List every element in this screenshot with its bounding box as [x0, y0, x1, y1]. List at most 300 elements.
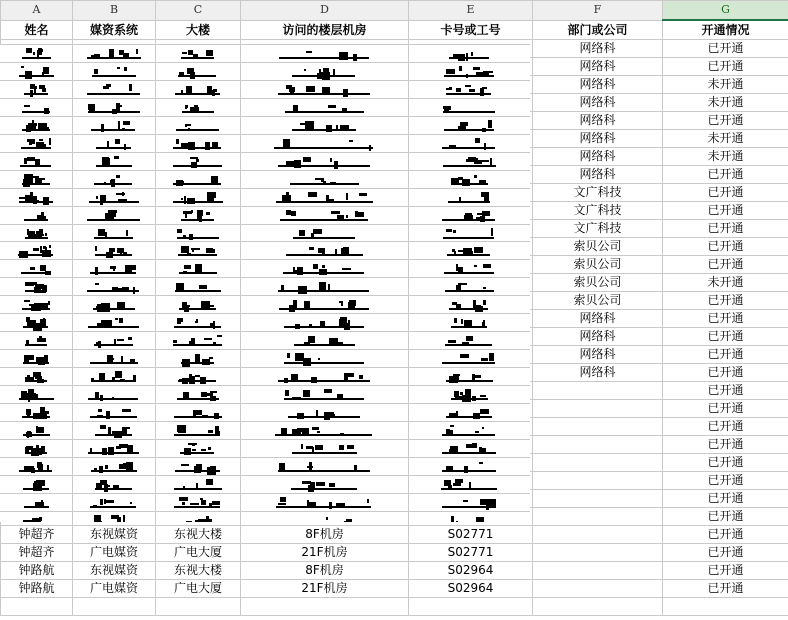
redaction-mark: [22, 416, 50, 418]
cell-card-id[interactable]: S02964: [409, 562, 533, 580]
redaction-mark: [446, 380, 493, 382]
redaction-mark: [173, 183, 221, 185]
cell-department[interactable]: [533, 508, 663, 526]
redaction-mark: [292, 452, 357, 454]
cell-building[interactable]: [156, 598, 241, 616]
cell-floor-room[interactable]: [241, 598, 409, 616]
cell-status[interactable]: 已开通: [663, 166, 788, 184]
cell-name[interactable]: 钟超齐: [1, 526, 73, 544]
redaction-mark: [473, 67, 480, 70]
redaction-mark: [187, 305, 190, 307]
redaction-mark: [460, 354, 469, 358]
redaction-mark: [95, 254, 132, 256]
redaction-mark: [450, 425, 454, 427]
redaction-mark: [454, 318, 457, 323]
redaction-mark: [181, 464, 189, 466]
redaction-mark: [176, 129, 219, 131]
cell-media-system[interactable]: 东视媒资: [73, 562, 156, 580]
redaction-mark: [108, 358, 114, 360]
redaction-mark: [129, 84, 132, 91]
cell-status[interactable]: 已开通: [663, 400, 788, 418]
redaction-mark: [30, 393, 36, 397]
redaction-mark: [444, 129, 494, 131]
redaction-mark: [276, 201, 373, 203]
redaction-mark: [182, 502, 185, 505]
cell-status[interactable]: 已开通: [663, 112, 788, 130]
cell-building[interactable]: 东视大楼: [156, 526, 241, 544]
redaction-mark: [205, 305, 214, 307]
cell-status[interactable]: 未开通: [663, 148, 788, 166]
cell-status[interactable]: 已开通: [663, 184, 788, 202]
redaction-mark: [88, 398, 138, 400]
redaction-mark: [95, 434, 132, 436]
redaction-mark: [19, 75, 54, 77]
cell-department[interactable]: [533, 490, 663, 508]
redaction-mark: [105, 465, 108, 469]
redaction-mark: [286, 192, 289, 198]
cell-department[interactable]: [533, 418, 663, 436]
redaction-mark: [308, 192, 317, 197]
redaction-mark: [174, 434, 220, 436]
cell-department[interactable]: 网络科: [533, 76, 663, 94]
redaction-mark: [48, 301, 50, 305]
redaction-mark: [178, 75, 216, 77]
redaction-mark: [480, 395, 486, 397]
redaction-mark: [446, 88, 451, 90]
redaction-mark: [122, 427, 127, 434]
cell-department[interactable]: 文广科技: [533, 184, 663, 202]
redaction-mark: [22, 111, 50, 113]
redaction-mark: [359, 375, 363, 379]
redaction-mark: [25, 290, 47, 292]
column-header-d[interactable]: D: [241, 1, 409, 21]
cell-department[interactable]: [533, 598, 663, 616]
cell-status[interactable]: 已开通: [663, 40, 788, 58]
redaction-mark: [19, 197, 26, 199]
redaction-mark: [201, 392, 207, 397]
redaction-mark: [49, 138, 51, 145]
redaction-mark: [459, 66, 462, 71]
redaction-mark: [443, 165, 496, 167]
redaction-mark: [22, 129, 50, 131]
redaction-mark: [91, 129, 135, 131]
redaction-mark: [285, 111, 364, 113]
redaction-mark: [355, 211, 358, 213]
cell-building[interactable]: 广电大厦: [156, 544, 241, 562]
cell-status[interactable]: 未开通: [663, 76, 788, 94]
redaction-mark: [279, 57, 369, 59]
cell-media-system[interactable]: 广电媒资: [73, 580, 156, 598]
redaction-mark: [173, 201, 223, 203]
cell-department[interactable]: 网络科: [533, 130, 663, 148]
redaction-mark: [87, 290, 139, 292]
header-card-id[interactable]: 卡号或工号: [409, 20, 533, 40]
redaction-mark: [286, 254, 363, 256]
cell-status[interactable]: [663, 598, 788, 616]
redaction-mark: [177, 237, 219, 239]
redaction-mark: [487, 499, 496, 506]
redaction-mark: [126, 230, 128, 236]
redaction-mark: [482, 427, 484, 429]
redaction-mark: [117, 67, 120, 69]
redaction-mark: [185, 124, 191, 126]
cell-department[interactable]: [533, 436, 663, 454]
redaction-mark: [287, 353, 290, 358]
redaction-mark: [25, 452, 47, 454]
redaction-mark: [326, 517, 328, 520]
cell-status[interactable]: 未开通: [663, 274, 788, 292]
redaction-mark: [23, 362, 49, 364]
redaction-mark: [44, 355, 48, 360]
redaction-mark: [40, 265, 46, 271]
redaction-mark: [176, 283, 184, 290]
redaction-mark: [215, 426, 219, 434]
cell-status[interactable]: 已开通: [663, 508, 788, 526]
cell-floor-room[interactable]: 21F机房: [241, 580, 409, 598]
redaction-mark: [124, 67, 127, 71]
cell-department[interactable]: 网络科: [533, 112, 663, 130]
cell-department[interactable]: 网络科: [533, 364, 663, 382]
redaction-mark: [456, 88, 461, 92]
cell-department[interactable]: 网络科: [533, 346, 663, 364]
redaction-mark: [342, 268, 351, 270]
redaction-mark: [21, 66, 24, 68]
redaction-mark: [173, 165, 222, 167]
redaction-mark: [306, 51, 312, 53]
redaction-mark: [179, 272, 217, 274]
redaction-mark: [283, 139, 290, 147]
redaction-mark: [181, 57, 214, 59]
redaction-mark: [24, 105, 30, 107]
redaction-mark: [192, 250, 194, 252]
redaction-mark: [278, 470, 370, 472]
redaction-mark: [347, 445, 354, 449]
redaction-mark: [117, 339, 124, 341]
redaction-mark: [19, 398, 54, 400]
cell-status[interactable]: 已开通: [663, 310, 788, 328]
redaction-mark: [95, 283, 99, 285]
redaction-mark: [90, 416, 137, 418]
redaction-mark: [483, 264, 491, 268]
redaction-mark: [303, 157, 311, 162]
cell-department[interactable]: [533, 544, 663, 562]
cell-status[interactable]: 已开通: [663, 220, 788, 238]
column-header-g[interactable]: G: [663, 1, 788, 21]
redaction-mark: [23, 434, 50, 436]
redaction-mark: [33, 52, 35, 55]
cell-department[interactable]: 网络科: [533, 58, 663, 76]
redaction-mark: [26, 317, 30, 322]
header-name[interactable]: 姓名: [1, 20, 73, 40]
table-row: [1, 544, 788, 562]
cell-department[interactable]: [533, 562, 663, 580]
cell-status[interactable]: 已开通: [663, 202, 788, 220]
cell-status[interactable]: 已开通: [663, 490, 788, 508]
redaction-mark: [301, 444, 303, 449]
redaction-mark: [275, 434, 372, 436]
redaction-mark: [217, 335, 222, 337]
redaction-mark: [284, 398, 364, 400]
cell-department[interactable]: [533, 382, 663, 400]
redaction-mark: [465, 85, 471, 87]
redaction-mark: [443, 237, 494, 239]
cell-status[interactable]: 未开通: [663, 130, 788, 148]
redaction-mark: [278, 165, 370, 167]
redaction-mark: [136, 49, 138, 54]
redaction-mark: [292, 75, 355, 77]
redaction-mark: [199, 285, 207, 289]
cell-status[interactable]: 已开通: [663, 328, 788, 346]
redaction-mark: [449, 57, 489, 59]
cell-floor-room[interactable]: 8F机房: [241, 526, 409, 544]
cell-status[interactable]: 已开通: [663, 580, 788, 598]
redaction-mark: [181, 362, 214, 364]
redaction-mark: [22, 57, 51, 59]
redaction-mark: [206, 50, 213, 56]
cell-department[interactable]: 网络科: [533, 328, 663, 346]
redaction-mark: [96, 147, 131, 149]
cell-status[interactable]: 已开通: [663, 562, 788, 580]
redaction-mark: [25, 237, 48, 239]
cell-department[interactable]: 文广科技: [533, 202, 663, 220]
column-header-e[interactable]: E: [409, 1, 533, 21]
redaction-mark: [25, 380, 47, 382]
redaction-mark: [466, 336, 473, 341]
cell-building[interactable]: 广电大厦: [156, 580, 241, 598]
cell-media-system[interactable]: [73, 598, 156, 616]
redaction-mark: [180, 452, 214, 454]
redaction-mark: [116, 175, 120, 178]
cell-department[interactable]: 索贝公司: [533, 238, 663, 256]
redaction-mark: [18, 254, 53, 256]
redaction-mark: [178, 380, 216, 382]
redaction-mark: [458, 250, 463, 252]
cell-department[interactable]: 索贝公司: [533, 256, 663, 274]
redaction-mark: [278, 290, 369, 292]
redaction-mark: [453, 230, 456, 233]
redaction-mark: [290, 183, 359, 185]
redaction-mark: [30, 267, 35, 270]
redaction-mark: [299, 230, 305, 236]
cell-status[interactable]: 已开通: [663, 238, 788, 256]
cell-status[interactable]: 已开通: [663, 544, 788, 562]
redaction-mark: [456, 521, 458, 522]
cell-department[interactable]: 网络科: [533, 40, 663, 58]
redaction-mark: [207, 393, 213, 396]
cell-name[interactable]: 钟超齐: [1, 544, 73, 562]
redaction-mark: [442, 506, 496, 508]
redaction-mark: [471, 52, 473, 56]
column-header-f[interactable]: F: [533, 1, 663, 21]
cell-status[interactable]: 已开通: [663, 58, 788, 76]
redaction-mark: [177, 229, 182, 233]
redaction-mark: [318, 358, 320, 360]
cell-floor-room[interactable]: 8F机房: [241, 562, 409, 580]
cell-status[interactable]: 已开通: [663, 526, 788, 544]
cell-status[interactable]: 已开通: [663, 418, 788, 436]
redaction-mark: [37, 427, 44, 433]
cell-media-system[interactable]: 东视媒资: [73, 526, 156, 544]
cell-department[interactable]: [533, 580, 663, 598]
cell-status[interactable]: 已开通: [663, 346, 788, 364]
redaction-mark: [105, 320, 112, 324]
column-header-row: [1, 1, 788, 21]
redaction-mark: [175, 290, 221, 292]
column-header-c[interactable]: C: [156, 1, 241, 21]
redaction-mark: [177, 398, 219, 400]
cell-status[interactable]: 已开通: [663, 382, 788, 400]
cell-card-id[interactable]: S02771: [409, 526, 533, 544]
redaction-mark: [108, 210, 117, 213]
redaction-mark: [176, 139, 179, 144]
redaction-mark: [286, 85, 292, 89]
header-floor-room[interactable]: 访问的楼层机房: [241, 20, 409, 40]
header-building[interactable]: 大楼: [156, 20, 241, 40]
cell-card-id[interactable]: [409, 598, 533, 616]
redaction-mark: [448, 340, 456, 343]
redaction-mark: [96, 196, 98, 199]
cell-department[interactable]: [533, 472, 663, 490]
redaction-mark: [474, 265, 477, 267]
cell-department[interactable]: 网络科: [533, 148, 663, 166]
cell-status[interactable]: 已开通: [663, 364, 788, 382]
redaction-mark: [451, 326, 487, 328]
cell-status[interactable]: 已开通: [663, 472, 788, 490]
redaction-mark: [307, 466, 313, 468]
redaction-mark: [454, 391, 459, 397]
redaction-mark: [283, 272, 364, 274]
redaction-mark: [446, 69, 455, 74]
redaction-mark: [324, 412, 326, 414]
cell-floor-room[interactable]: 21F机房: [241, 544, 409, 562]
redaction-mark: [188, 443, 197, 445]
redaction-mark: [111, 515, 119, 519]
redaction-mark: [306, 86, 315, 92]
cell-building[interactable]: 东视大楼: [156, 562, 241, 580]
cell-media-system[interactable]: 广电媒资: [73, 544, 156, 562]
cell-department[interactable]: 索贝公司: [533, 274, 663, 292]
redaction-mark: [37, 462, 42, 468]
redaction-mark: [483, 300, 486, 305]
redaction-mark: [201, 500, 206, 505]
redaction-mark: [37, 338, 46, 342]
redaction-mark: [451, 516, 454, 522]
column-header-b[interactable]: B: [73, 1, 156, 21]
cell-status[interactable]: 已开通: [663, 436, 788, 454]
redaction-mark: [43, 67, 49, 74]
redaction-mark: [330, 158, 332, 162]
cell-name[interactable]: [1, 598, 73, 616]
redaction-mark: [341, 302, 343, 306]
redaction-mark: [23, 326, 48, 328]
redaction-mark: [32, 282, 37, 285]
redaction-mark: [95, 488, 132, 490]
redaction-mark: [36, 426, 38, 433]
redaction-mark: [288, 416, 360, 418]
cell-department[interactable]: 索贝公司: [533, 292, 663, 310]
cell-department[interactable]: 网络科: [533, 94, 663, 112]
redaction-mark: [449, 308, 488, 310]
cell-status[interactable]: 已开通: [663, 454, 788, 472]
redaction-mark: [173, 340, 177, 343]
redaction-mark: [177, 428, 183, 430]
redaction-mark: [475, 138, 480, 143]
cell-department[interactable]: [533, 400, 663, 418]
redaction-mark: [442, 452, 496, 454]
cell-name[interactable]: 钟路航: [1, 580, 73, 598]
redaction-mark: [90, 506, 136, 508]
redaction-mark: [208, 447, 211, 450]
redaction-mark: [442, 362, 495, 364]
redaction-mark: [45, 233, 47, 236]
redaction-mark: [482, 160, 489, 162]
redaction-mark: [209, 519, 212, 522]
redaction-mark: [463, 500, 468, 502]
redaction-mark: [96, 165, 132, 167]
header-department[interactable]: 部门或公司: [533, 20, 663, 40]
redaction-mark: [446, 93, 491, 95]
redaction-mark: [187, 68, 194, 74]
redaction-mark: [19, 201, 53, 203]
redaction-mark: [88, 326, 139, 328]
cell-card-id[interactable]: S02964: [409, 580, 533, 598]
redaction-mark: [130, 502, 132, 504]
redaction-mark: [100, 425, 104, 429]
redaction-mark: [27, 157, 35, 161]
redaction-mark: [346, 215, 348, 218]
table-header-row: [1, 20, 788, 40]
redaction-mark: [367, 499, 369, 503]
redaction-mark: [93, 308, 135, 310]
redaction-mark: [447, 254, 490, 256]
redaction-mark: [453, 483, 461, 486]
redaction-mark: [461, 319, 463, 324]
redaction-mark: [105, 485, 110, 487]
redaction-mark: [91, 380, 136, 382]
redaction-mark: [465, 389, 471, 396]
header-media-system[interactable]: 媒资系统: [73, 20, 156, 40]
redaction-mark: [204, 338, 212, 340]
column-header-a[interactable]: A: [1, 1, 73, 21]
cell-status[interactable]: 未开通: [663, 94, 788, 112]
redaction-mark: [87, 93, 140, 95]
redaction-mark: [442, 147, 495, 149]
redaction-mark: [182, 111, 214, 113]
header-status[interactable]: 开通情况: [663, 20, 788, 40]
cell-name[interactable]: 钟路航: [1, 562, 73, 580]
redaction-mark: [474, 247, 483, 253]
cell-card-id[interactable]: S02771: [409, 544, 533, 562]
redaction-mark: [445, 344, 492, 346]
cell-department[interactable]: [533, 454, 663, 472]
table-row: [1, 598, 788, 616]
redaction-mark: [206, 248, 213, 253]
cell-department[interactable]: [533, 526, 663, 544]
redaction-mark: [441, 488, 497, 490]
redaction-mark: [280, 497, 286, 502]
cell-status[interactable]: 已开通: [663, 256, 788, 274]
redaction-mark: [40, 246, 42, 253]
redaction-mark: [458, 283, 467, 285]
redaction-mark: [313, 264, 318, 269]
redaction-mark: [274, 147, 373, 149]
cell-department[interactable]: 文广科技: [533, 220, 663, 238]
redaction-mark: [90, 104, 92, 108]
cell-status[interactable]: 已开通: [663, 292, 788, 310]
redaction-mark: [279, 308, 369, 310]
cell-department[interactable]: 网络科: [533, 166, 663, 184]
cell-department[interactable]: 网络科: [533, 310, 663, 328]
